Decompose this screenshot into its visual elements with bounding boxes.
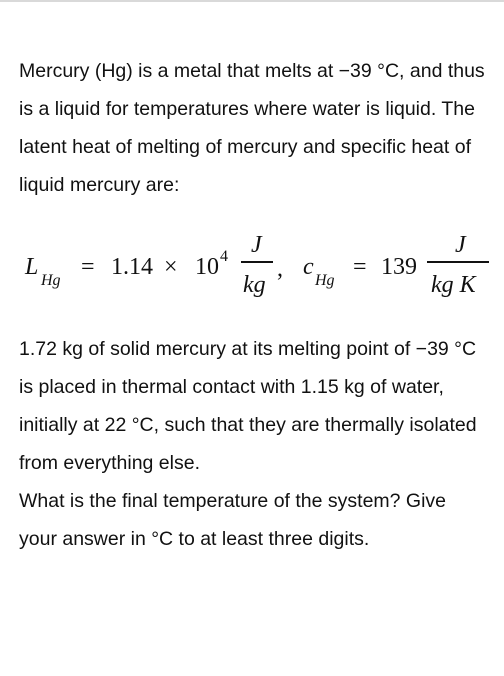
latent-heat-coefficient: 1.14 xyxy=(111,254,153,280)
formula xyxy=(19,220,489,316)
specific-heat-value: 139 xyxy=(381,254,417,280)
specific-heat-symbol: c xyxy=(303,254,314,280)
top-divider xyxy=(0,0,504,2)
specific-heat-unit-numerator: J xyxy=(455,232,466,258)
intro-paragraph: Mercury (Hg) is a metal that melts at −39 °C, and thus is a liquid for temperatures where water is liquid. The latent heat of melting of mercury and specific heat of liquid mercury are: xyxy=(19,60,485,196)
latent-heat-symbol: L xyxy=(25,254,39,280)
equals-sign-2: = xyxy=(353,254,367,280)
latent-heat-subscript: Hg xyxy=(41,272,61,289)
equals-sign-1: = xyxy=(81,254,95,280)
latent-heat-unit-numerator: J xyxy=(251,232,262,258)
latent-heat-base: 10 xyxy=(195,254,219,280)
latent-heat-unit-denominator: kg xyxy=(243,272,266,298)
specific-heat-unit-denominator: kg K xyxy=(431,272,476,298)
problem-text xyxy=(19,52,489,558)
latent-heat-exponent: 4 xyxy=(220,248,228,265)
separator-comma: , xyxy=(277,256,283,282)
specific-heat-fraction-bar xyxy=(427,261,489,263)
specific-heat-subscript: Hg xyxy=(315,272,335,289)
problem-paragraph: 1.72 kg of solid mercury at its melting point of −39 °C is placed in thermal contact with 1.15 kg of water, initially at 22 °C, such that they are thermally isolated from everything else. xyxy=(19,338,477,474)
times-sign: × xyxy=(164,254,178,280)
question-paragraph: What is the final temperature of the system? Give your answer in °C to at least three digits. xyxy=(19,490,447,550)
latent-heat-fraction-bar xyxy=(241,261,273,263)
